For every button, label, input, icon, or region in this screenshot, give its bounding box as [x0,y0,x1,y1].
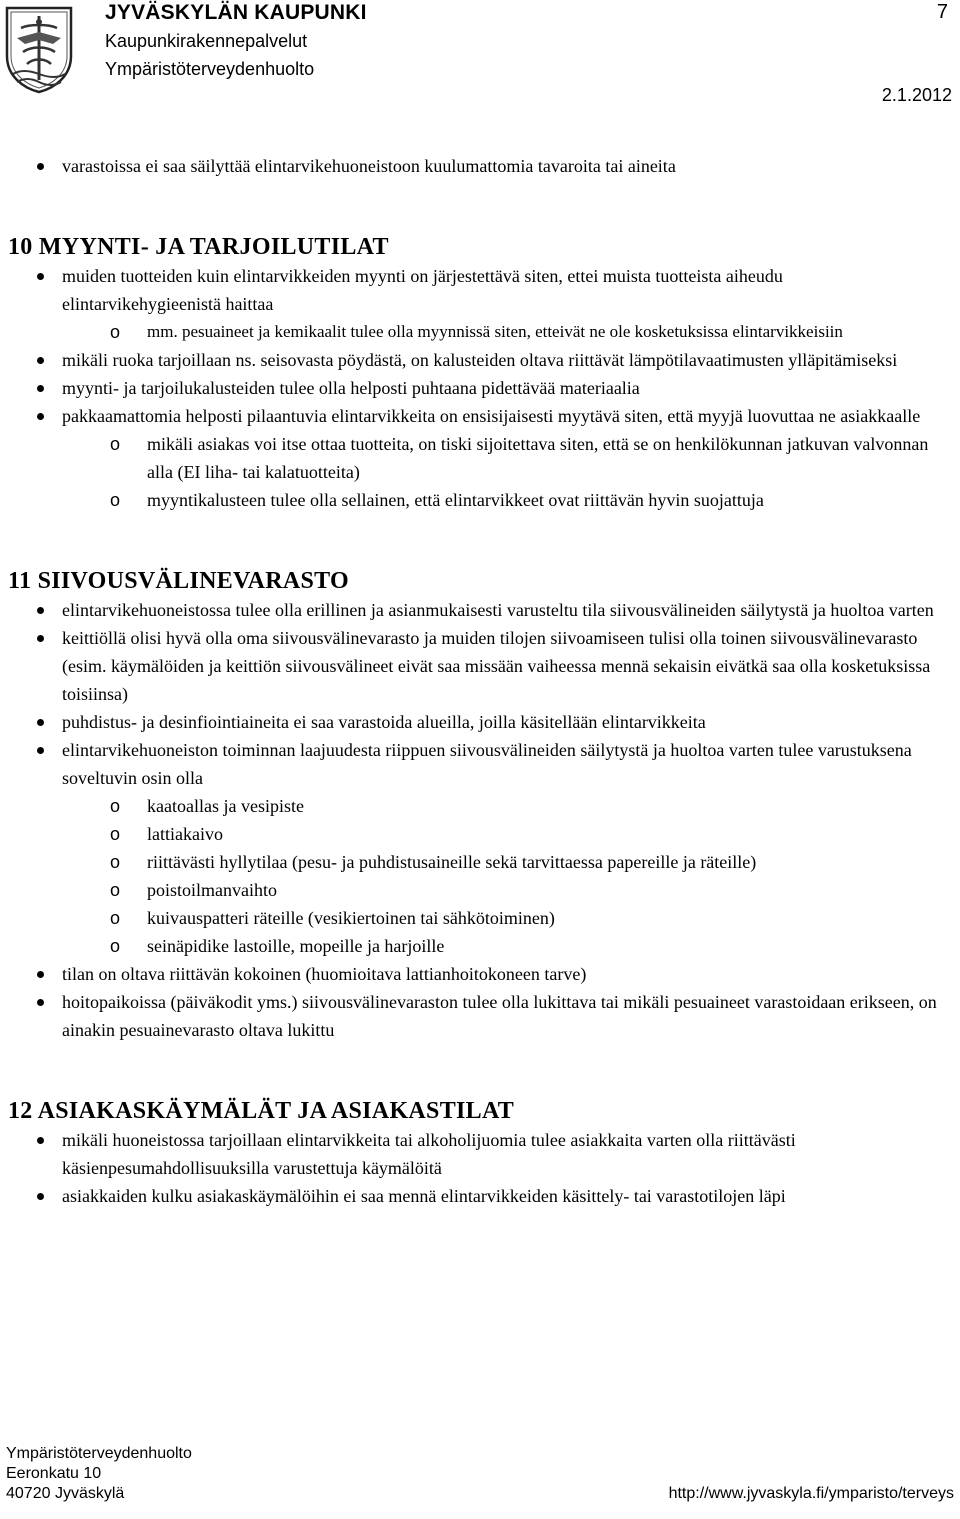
list-item: asiakkaiden kulku asiakaskäymälöihin ei saa mennä elintarvikkeiden käsittely- tai varastotilojen läpi [0,1182,960,1210]
list-item: mikäli huoneistossa tarjoillaan elintarvikkeita tai alkoholijuomia tulee asiakkaita varten olla riittävästi käsienpesumahdollisuuksilla varustettuja käymälöitä [0,1126,960,1182]
section-11-list [0,596,960,1044]
sub-list-item: o mikäli asiakas voi itse ottaa tuotteita, on tiski sijoitettava siten, että se on henkilökunnan jatkuvan valvonnan alla (EI liha- tai kalatuotteita) [0,430,960,486]
list-item: puhdistus- ja desinfiointiaineita ei saa varastoida alueilla, joilla käsitellään elintarvikkeita [0,708,960,736]
footer-org: Ympäristöterveydenhuolto [6,1445,192,1462]
footer-street: Eeronkatu 10 [6,1465,102,1482]
section-10-list [0,262,960,514]
department-name: Kaupunkirakennepalvelut [105,31,308,51]
sub-list-item: o lattiakaivo [0,820,960,848]
organization-name: JYVÄSKYLÄN KAUPUNKI [105,1,367,24]
list-item: varastoissa ei saa säilyttää elintarvikehuoneistoon kuulumattomia tavaroita tai aineita [0,152,960,180]
list-item: myynti- ja tarjoilukalusteiden tulee olla helposti puhtaana pidettävää materiaalia [0,374,960,402]
document-date: 2.1.2012 [881,85,952,105]
city-crest-logo [3,4,75,94]
list-item: elintarvikehuoneistossa tulee olla erillinen ja asianmukaisesti varusteltu tila siivousvälineiden säilytystä ja huoltoa varten [0,596,960,624]
list-item: hoitopaikoissa (päiväkodit yms.) siivousvälinevaraston tulee olla lukittava tai mikäli pesuaineet varastoidaan erikseen, on ainakin pesuainevarasto oltava lukittu [0,988,960,1044]
intro-list [0,152,960,180]
footer-url-link[interactable]: http://www.jyvaskyla.fi/ymparisto/terveys [668,1485,954,1502]
list-item: mikäli ruoka tarjoillaan ns. seisovasta pöydästä, on kalusteiden oltava riittävät lämpötilavaatimusten ylläpitämiseksi [0,346,960,374]
footer-city: 40720 Jyväskylä [6,1485,125,1502]
section-heading-10: 10 MYYNTI- JA TARJOILUTILAT [8,234,389,260]
list-item: keittiöllä olisi hyvä olla oma siivousvälinevarasto ja muiden tilojen siivoamiseen tulisi olla toinen siivousvälinevarasto (esim. käymälöiden ja keittiön siivousvälineet eivät saa missään vaiheessa mennä sekaisin eivätkä saa olla kosketuksissa toisiinsa) [0,624,960,708]
sub-list-item: o mm. pesuaineet ja kemikaalit tulee olla myynnissä siten, etteivät ne ole kosketuksissa elintarvikkeisiin [0,318,960,346]
sub-list-item: o kaatoallas ja vesipiste [0,792,960,820]
list-item: elintarvikehuoneiston toiminnan laajuudesta riippuen siivousvälineiden säilytystä ja huoltoa varten tulee varustuksena soveltuvin osin olla [0,736,960,792]
sub-list-item: o poistoilmanvaihto [0,876,960,904]
list-item: muiden tuotteiden kuin elintarvikkeiden myynti on järjestettävä siten, ettei muista tuotteista aiheudu elintarvikehygieenistä haittaa [0,262,960,318]
section-12-list [0,1126,960,1210]
section-heading-11: 11 SIIVOUSVÄLINEVARASTO [8,568,349,594]
section-heading-12: 12 ASIAKASKÄYMÄLÄT JA ASIAKASTILAT [8,1098,515,1124]
sub-list-item: o kuivauspatteri räteille (vesikiertoinen tai sähkötoiminen) [0,904,960,932]
sub-list-item: o myyntikalusteen tulee olla sellainen, että elintarvikkeet ovat riittävän hyvin suojattuja [0,486,960,514]
list-item: tilan on oltava riittävän kokoinen (huomioitava lattianhoitokoneen tarve) [0,960,960,988]
document-body [0,152,960,1210]
list-item: pakkaamattomia helposti pilaantuvia elintarvikkeita on ensisijaisesti myytävä siten, että myyjä luovuttaa ne asiakkaalle [0,402,960,430]
unit-name: Ympäristöterveydenhuolto [105,59,315,79]
sub-list-item: o riittävästi hyllytilaa (pesu- ja puhdistusaineille sekä tarvittaessa papereille ja räteille) [0,848,960,876]
sub-list-item: o seinäpidike lastoille, mopeille ja harjoille [0,932,960,960]
page-number: 7 [936,1,948,23]
footer-address [6,1444,192,1504]
